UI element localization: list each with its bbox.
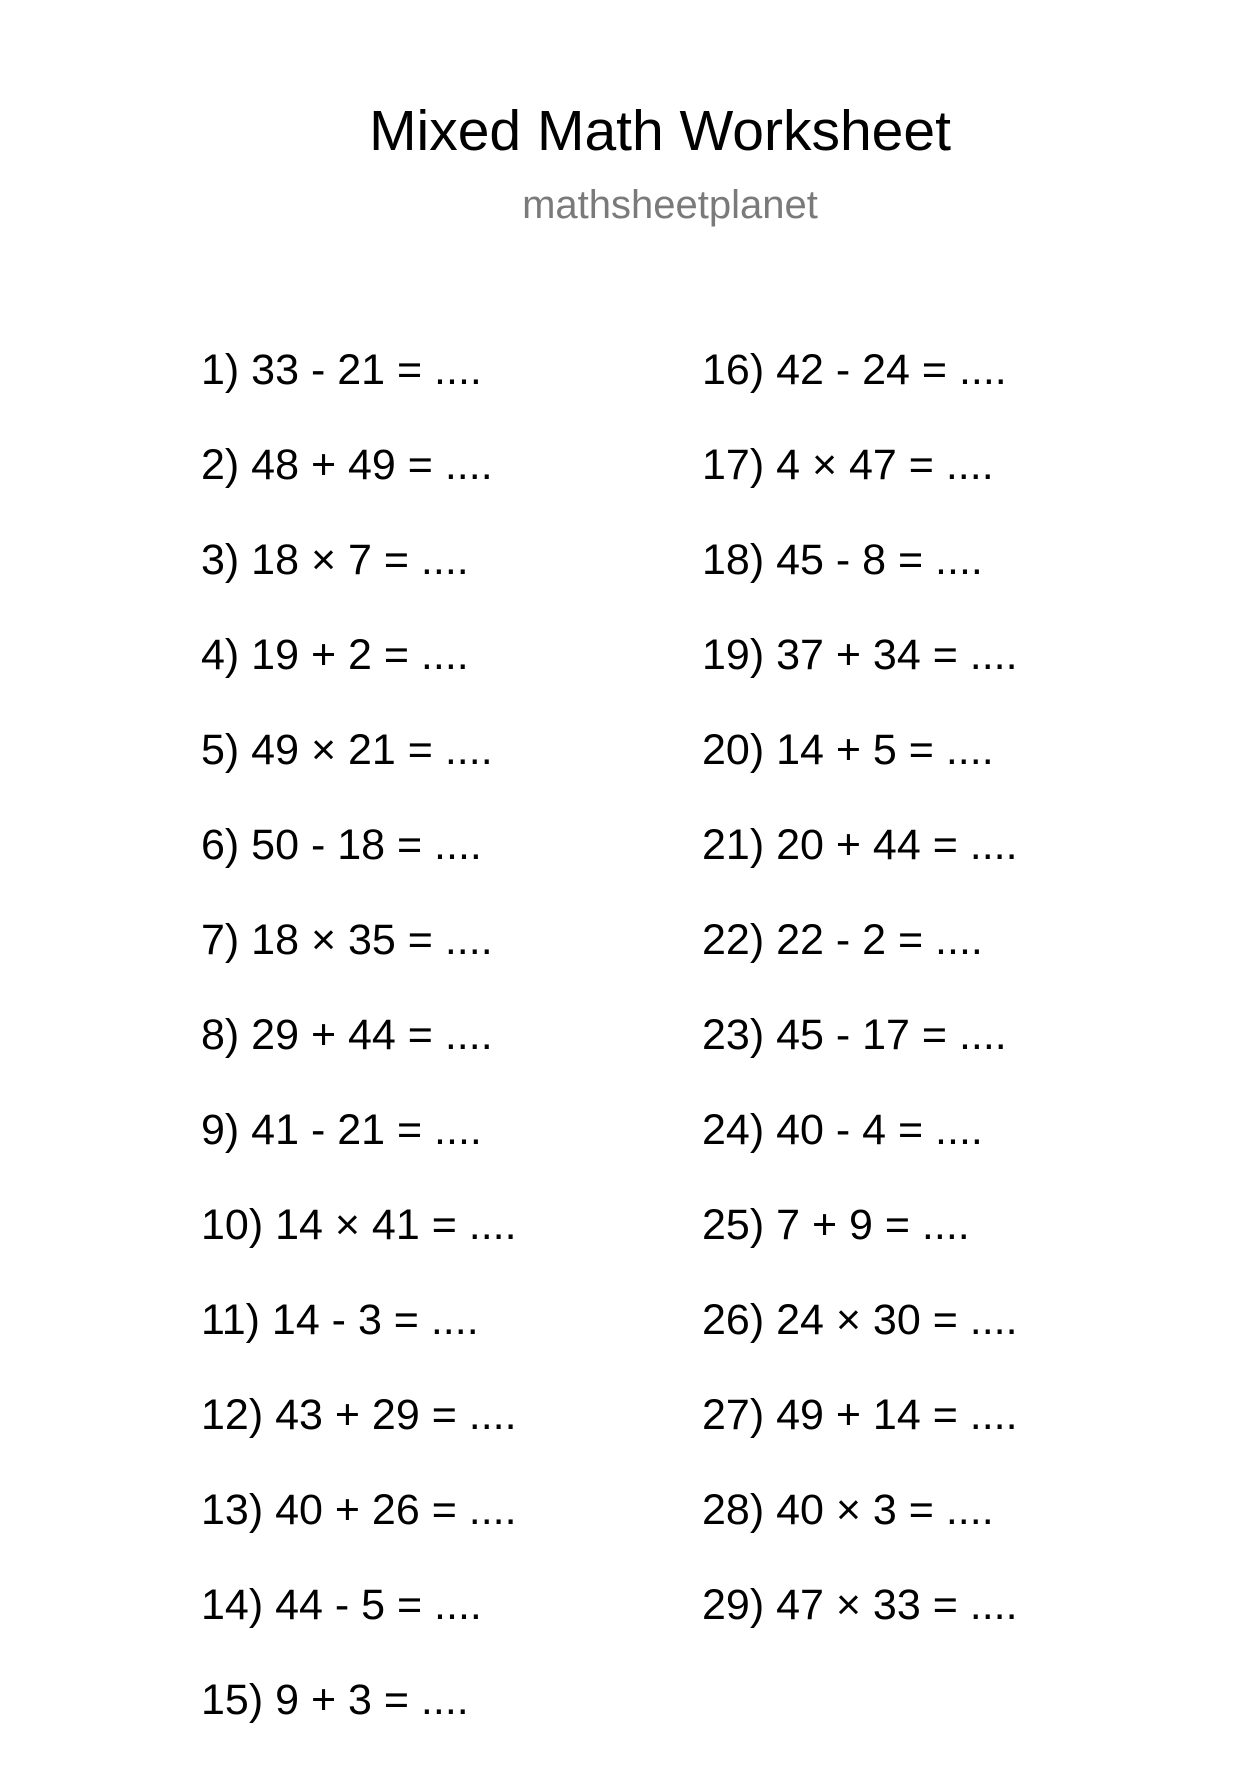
problem-item: 7) 18 × 35 = ....	[201, 916, 493, 964]
worksheet-title: Mixed Math Worksheet	[369, 99, 951, 163]
problem-item: 20) 14 + 5 = ....	[702, 726, 994, 774]
problem-item: 24) 40 - 4 = ....	[702, 1106, 983, 1154]
problem-item: 2) 48 + 49 = ....	[201, 441, 493, 489]
problem-item: 3) 18 × 7 = ....	[201, 536, 469, 584]
problem-item: 5) 49 × 21 = ....	[201, 726, 493, 774]
problem-item: 15) 9 + 3 = ....	[201, 1676, 469, 1724]
worksheet-source: mathsheetplanet	[522, 183, 818, 227]
problem-item: 10) 14 × 41 = ....	[201, 1201, 517, 1249]
problem-item: 19) 37 + 34 = ....	[702, 631, 1018, 679]
problem-item: 28) 40 × 3 = ....	[702, 1486, 994, 1534]
problem-item: 4) 19 + 2 = ....	[201, 631, 469, 679]
problem-item: 26) 24 × 30 = ....	[702, 1296, 1018, 1344]
problem-item: 17) 4 × 47 = ....	[702, 441, 994, 489]
problem-item: 1) 33 - 21 = ....	[201, 346, 482, 394]
problem-item: 6) 50 - 18 = ....	[201, 821, 482, 869]
problem-item: 14) 44 - 5 = ....	[201, 1581, 482, 1629]
problems-left-column	[201, 345, 517, 1770]
problem-item: 13) 40 + 26 = ....	[201, 1486, 517, 1534]
problem-item: 9) 41 - 21 = ....	[201, 1106, 482, 1154]
problem-item: 16) 42 - 24 = ....	[702, 346, 1007, 394]
problem-item: 11) 14 - 3 = ....	[201, 1296, 479, 1344]
problem-item: 21) 20 + 44 = ....	[702, 821, 1018, 869]
problem-item: 29) 47 × 33 = ....	[702, 1581, 1018, 1629]
problem-item: 27) 49 + 14 = ....	[702, 1391, 1018, 1439]
problems-right-column	[702, 345, 1018, 1675]
problem-item: 22) 22 - 2 = ....	[702, 916, 983, 964]
problem-item: 23) 45 - 17 = ....	[702, 1011, 1007, 1059]
problem-item: 12) 43 + 29 = ....	[201, 1391, 517, 1439]
problem-item: 18) 45 - 8 = ....	[702, 536, 983, 584]
problem-item: 8) 29 + 44 = ....	[201, 1011, 493, 1059]
problem-item: 25) 7 + 9 = ....	[702, 1201, 970, 1249]
